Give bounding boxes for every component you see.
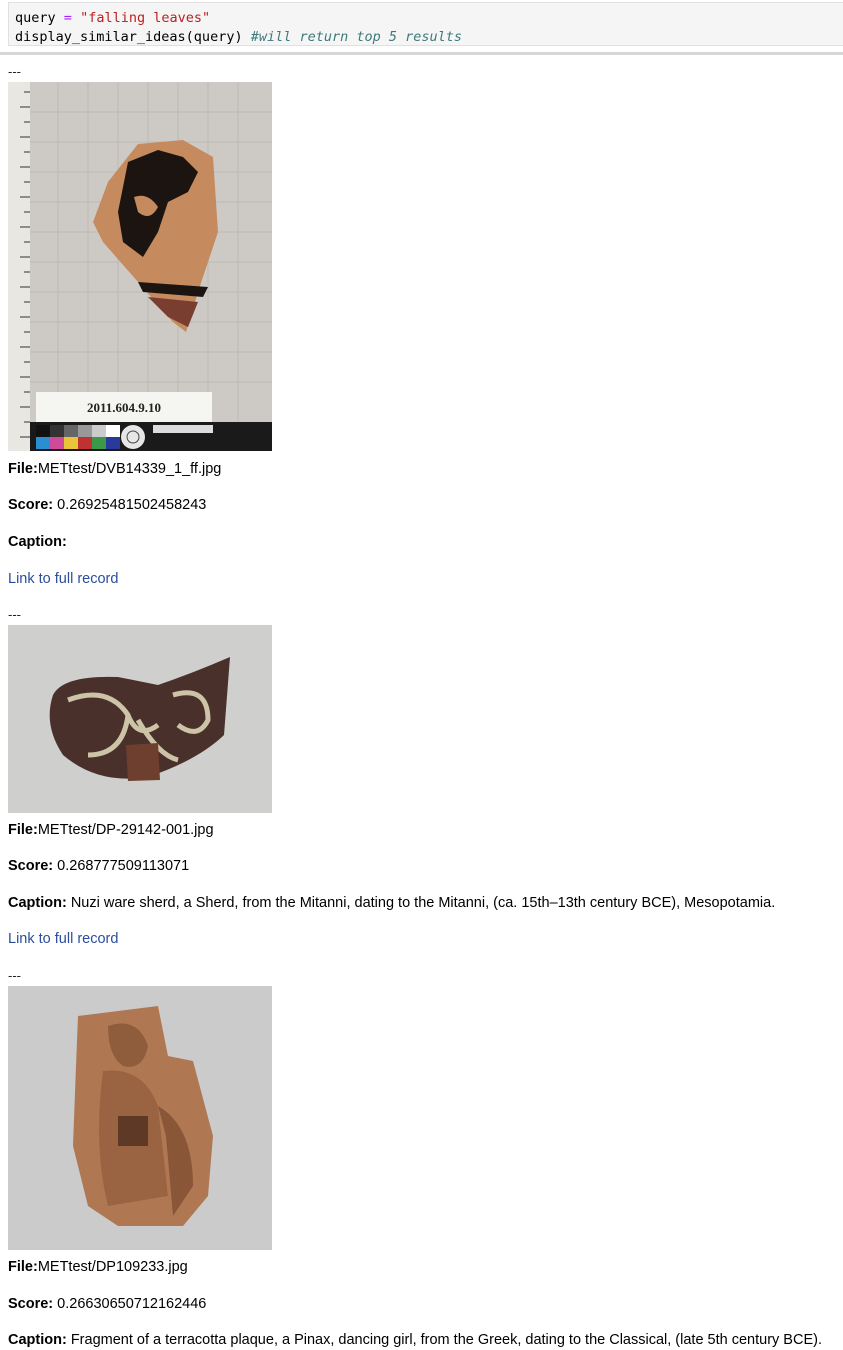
file-label: File: <box>8 1259 38 1275</box>
result-1-caption <box>8 533 67 551</box>
caption-label: Caption: <box>8 534 67 550</box>
file-value: METtest/DP109233.jpg <box>37 1259 188 1275</box>
caption-label: Caption: <box>8 895 67 911</box>
result-2-image <box>8 625 272 813</box>
score-value: 0.26925481502458243 <box>57 497 207 513</box>
result-1-score <box>8 496 206 514</box>
file-label: File: <box>8 461 38 477</box>
caption-label: Caption: <box>8 1332 67 1348</box>
result-2-file <box>8 821 214 839</box>
result-3-caption <box>8 1331 822 1349</box>
result-2-link-row <box>8 930 118 948</box>
code-cell[interactable] <box>8 2 843 46</box>
score-value: 0.268777509113071 <box>57 858 190 874</box>
caption-value: Nuzi ware sherd, a Sherd, from the Mitanni, dating to the Mitanni, (ca. 15th–13th century BCE), Mesopotamia. <box>66 895 776 911</box>
result-3-score <box>8 1295 206 1313</box>
image-accession-label: 2011.604.9.10 <box>86 400 162 415</box>
file-value: METtest/DP-29142-001.jpg <box>37 822 214 838</box>
result-1-file <box>8 460 221 478</box>
result-2-caption <box>8 894 775 912</box>
result-3-file <box>8 1258 188 1276</box>
code-comment: #will return top 5 results <box>250 29 463 45</box>
caption-value: Fragment of a terracotta plaque, a Pinax, dancing girl, from the Greek, dating to the Classical, (late 5th century BCE). <box>66 1332 822 1348</box>
score-value: 0.26630650712162446 <box>57 1296 207 1312</box>
score-label: Score: <box>8 1296 54 1312</box>
cell-divider <box>0 52 843 55</box>
file-value: METtest/DVB14339_1_ff.jpg <box>37 461 222 477</box>
result-1-image <box>8 82 272 451</box>
result-separator: --- <box>8 64 21 79</box>
full-record-link[interactable]: Link to full record <box>8 931 119 947</box>
code-op: = <box>63 10 72 26</box>
code-block[interactable] <box>15 9 462 47</box>
code-var: query <box>15 10 56 26</box>
score-label: Score: <box>8 858 54 874</box>
result-separator: --- <box>8 968 21 983</box>
result-3-image <box>8 986 272 1250</box>
result-2-score <box>8 857 189 875</box>
file-label: File: <box>8 822 38 838</box>
full-record-link[interactable]: Link to full record <box>8 571 119 587</box>
code-string: "falling leaves" <box>80 10 211 26</box>
result-separator: --- <box>8 607 21 622</box>
result-1-link-row <box>8 570 118 588</box>
score-label: Score: <box>8 497 54 513</box>
code-call: display_similar_ideas(query) <box>15 29 243 45</box>
